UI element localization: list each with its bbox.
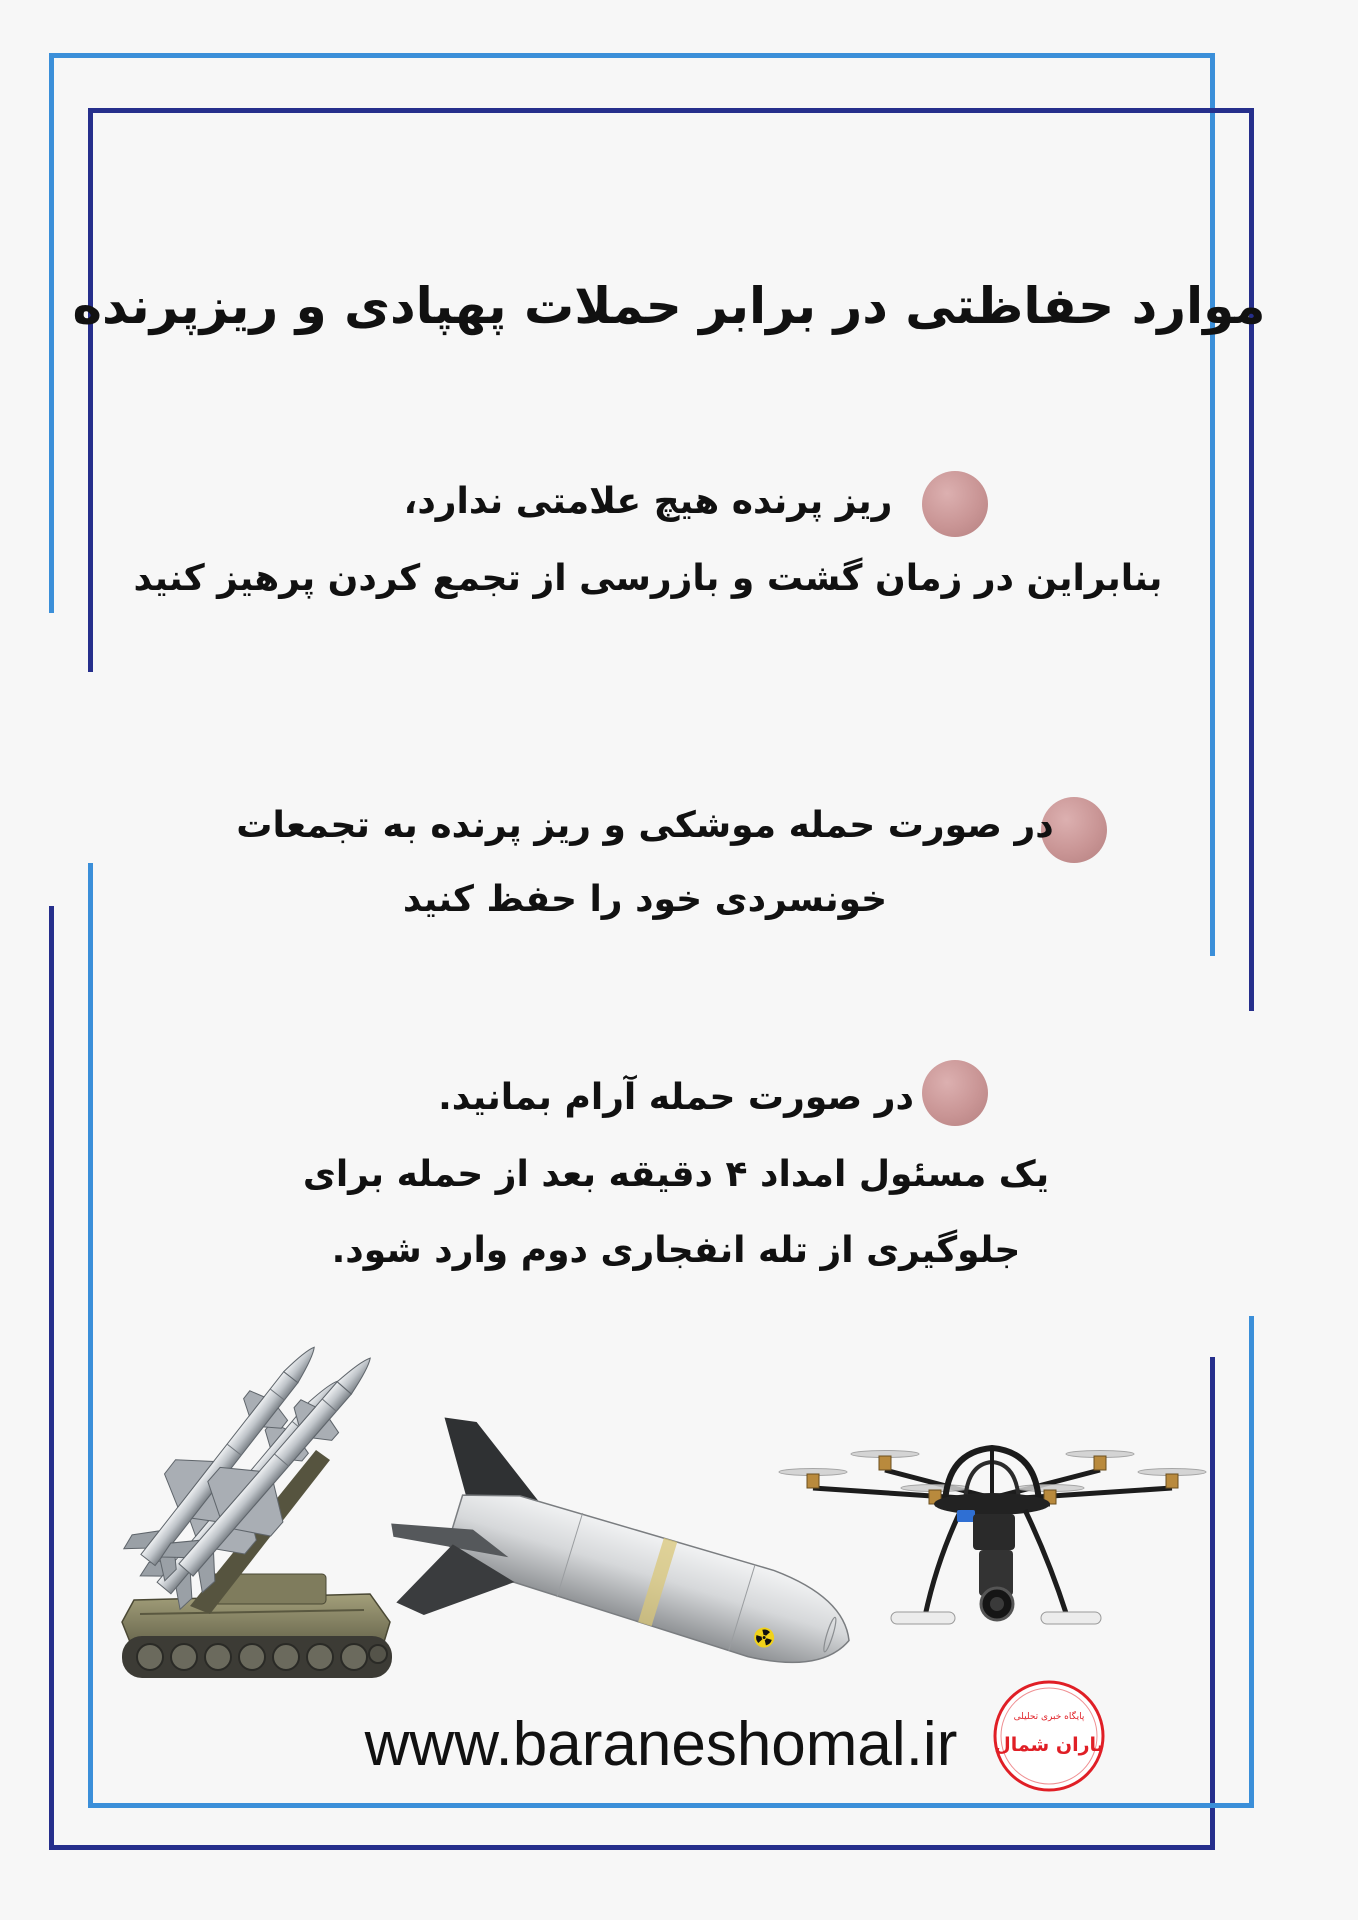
item-3-line-3: جلوگیری از تله انفجاری دوم وارد شود. xyxy=(331,1230,1021,1271)
road-wheel xyxy=(273,1644,299,1670)
frame-light-bottom xyxy=(88,1803,1254,1808)
item-1-line-2: بنابراین در زمان گشت و بازرسی از تجمع کردن پرهیز کنید xyxy=(133,558,1163,599)
item-2-line-2: خونسردی خود را حفظ کنید xyxy=(402,879,888,920)
logo-tagline: پایگاه خبری تحلیلی xyxy=(1013,1712,1085,1722)
frame-light-left-lower xyxy=(88,863,93,1808)
landing-skid-left xyxy=(891,1612,955,1624)
frame-dark-right-lower xyxy=(1210,1357,1215,1850)
baraneshomal-logo xyxy=(992,1679,1106,1793)
frame-light-right-lower xyxy=(1249,1316,1254,1808)
poster-title: موارد حفاظتی در برابر حملات پهپادی و ریزپرنده xyxy=(72,277,1266,335)
website-url: www.baraneshomal.ir xyxy=(364,1710,958,1779)
item-3-line-1: در صورت حمله آرام بمانید. xyxy=(438,1077,914,1118)
motor xyxy=(807,1474,819,1488)
road-wheel xyxy=(171,1644,197,1670)
road-wheel xyxy=(341,1644,367,1670)
frame-light-top xyxy=(49,53,1215,58)
camera-lens-glass xyxy=(990,1597,1004,1611)
landing-leg-left xyxy=(925,1510,961,1616)
drone-battery xyxy=(957,1510,975,1522)
missile-launcher-icon xyxy=(120,1338,395,1683)
drone-icon xyxy=(775,1440,1210,1645)
drive-sprocket xyxy=(369,1645,387,1663)
road-wheel xyxy=(205,1644,231,1670)
road-wheel xyxy=(307,1644,333,1670)
tracked-vehicle xyxy=(122,1574,392,1678)
motor xyxy=(1094,1456,1106,1470)
item-3-line-2: یک مسئول امداد ۴ دقیقه بعد از حمله برای xyxy=(302,1154,1050,1195)
road-wheel xyxy=(239,1644,265,1670)
landing-skid-right xyxy=(1041,1612,1101,1624)
road-wheel xyxy=(137,1644,163,1670)
logo-name: باران شمال xyxy=(994,1734,1104,1756)
motor xyxy=(1166,1474,1178,1488)
drone-center-plate xyxy=(934,1493,1050,1515)
landing-leg-right xyxy=(1025,1510,1067,1616)
item-1-line-1: ریز پرنده هیچ علامتی ندارد، xyxy=(403,481,893,522)
frame-dark-left-lower xyxy=(49,906,54,1850)
gimbal-mount xyxy=(973,1514,1015,1550)
frame-dark-top xyxy=(88,108,1254,113)
frame-dark-right-upper xyxy=(1249,108,1254,1011)
item-2-line-1: در صورت حمله موشکی و ریز پرنده به تجمعات xyxy=(236,805,1054,846)
motor xyxy=(879,1456,891,1470)
frame-dark-bottom xyxy=(49,1845,1215,1850)
